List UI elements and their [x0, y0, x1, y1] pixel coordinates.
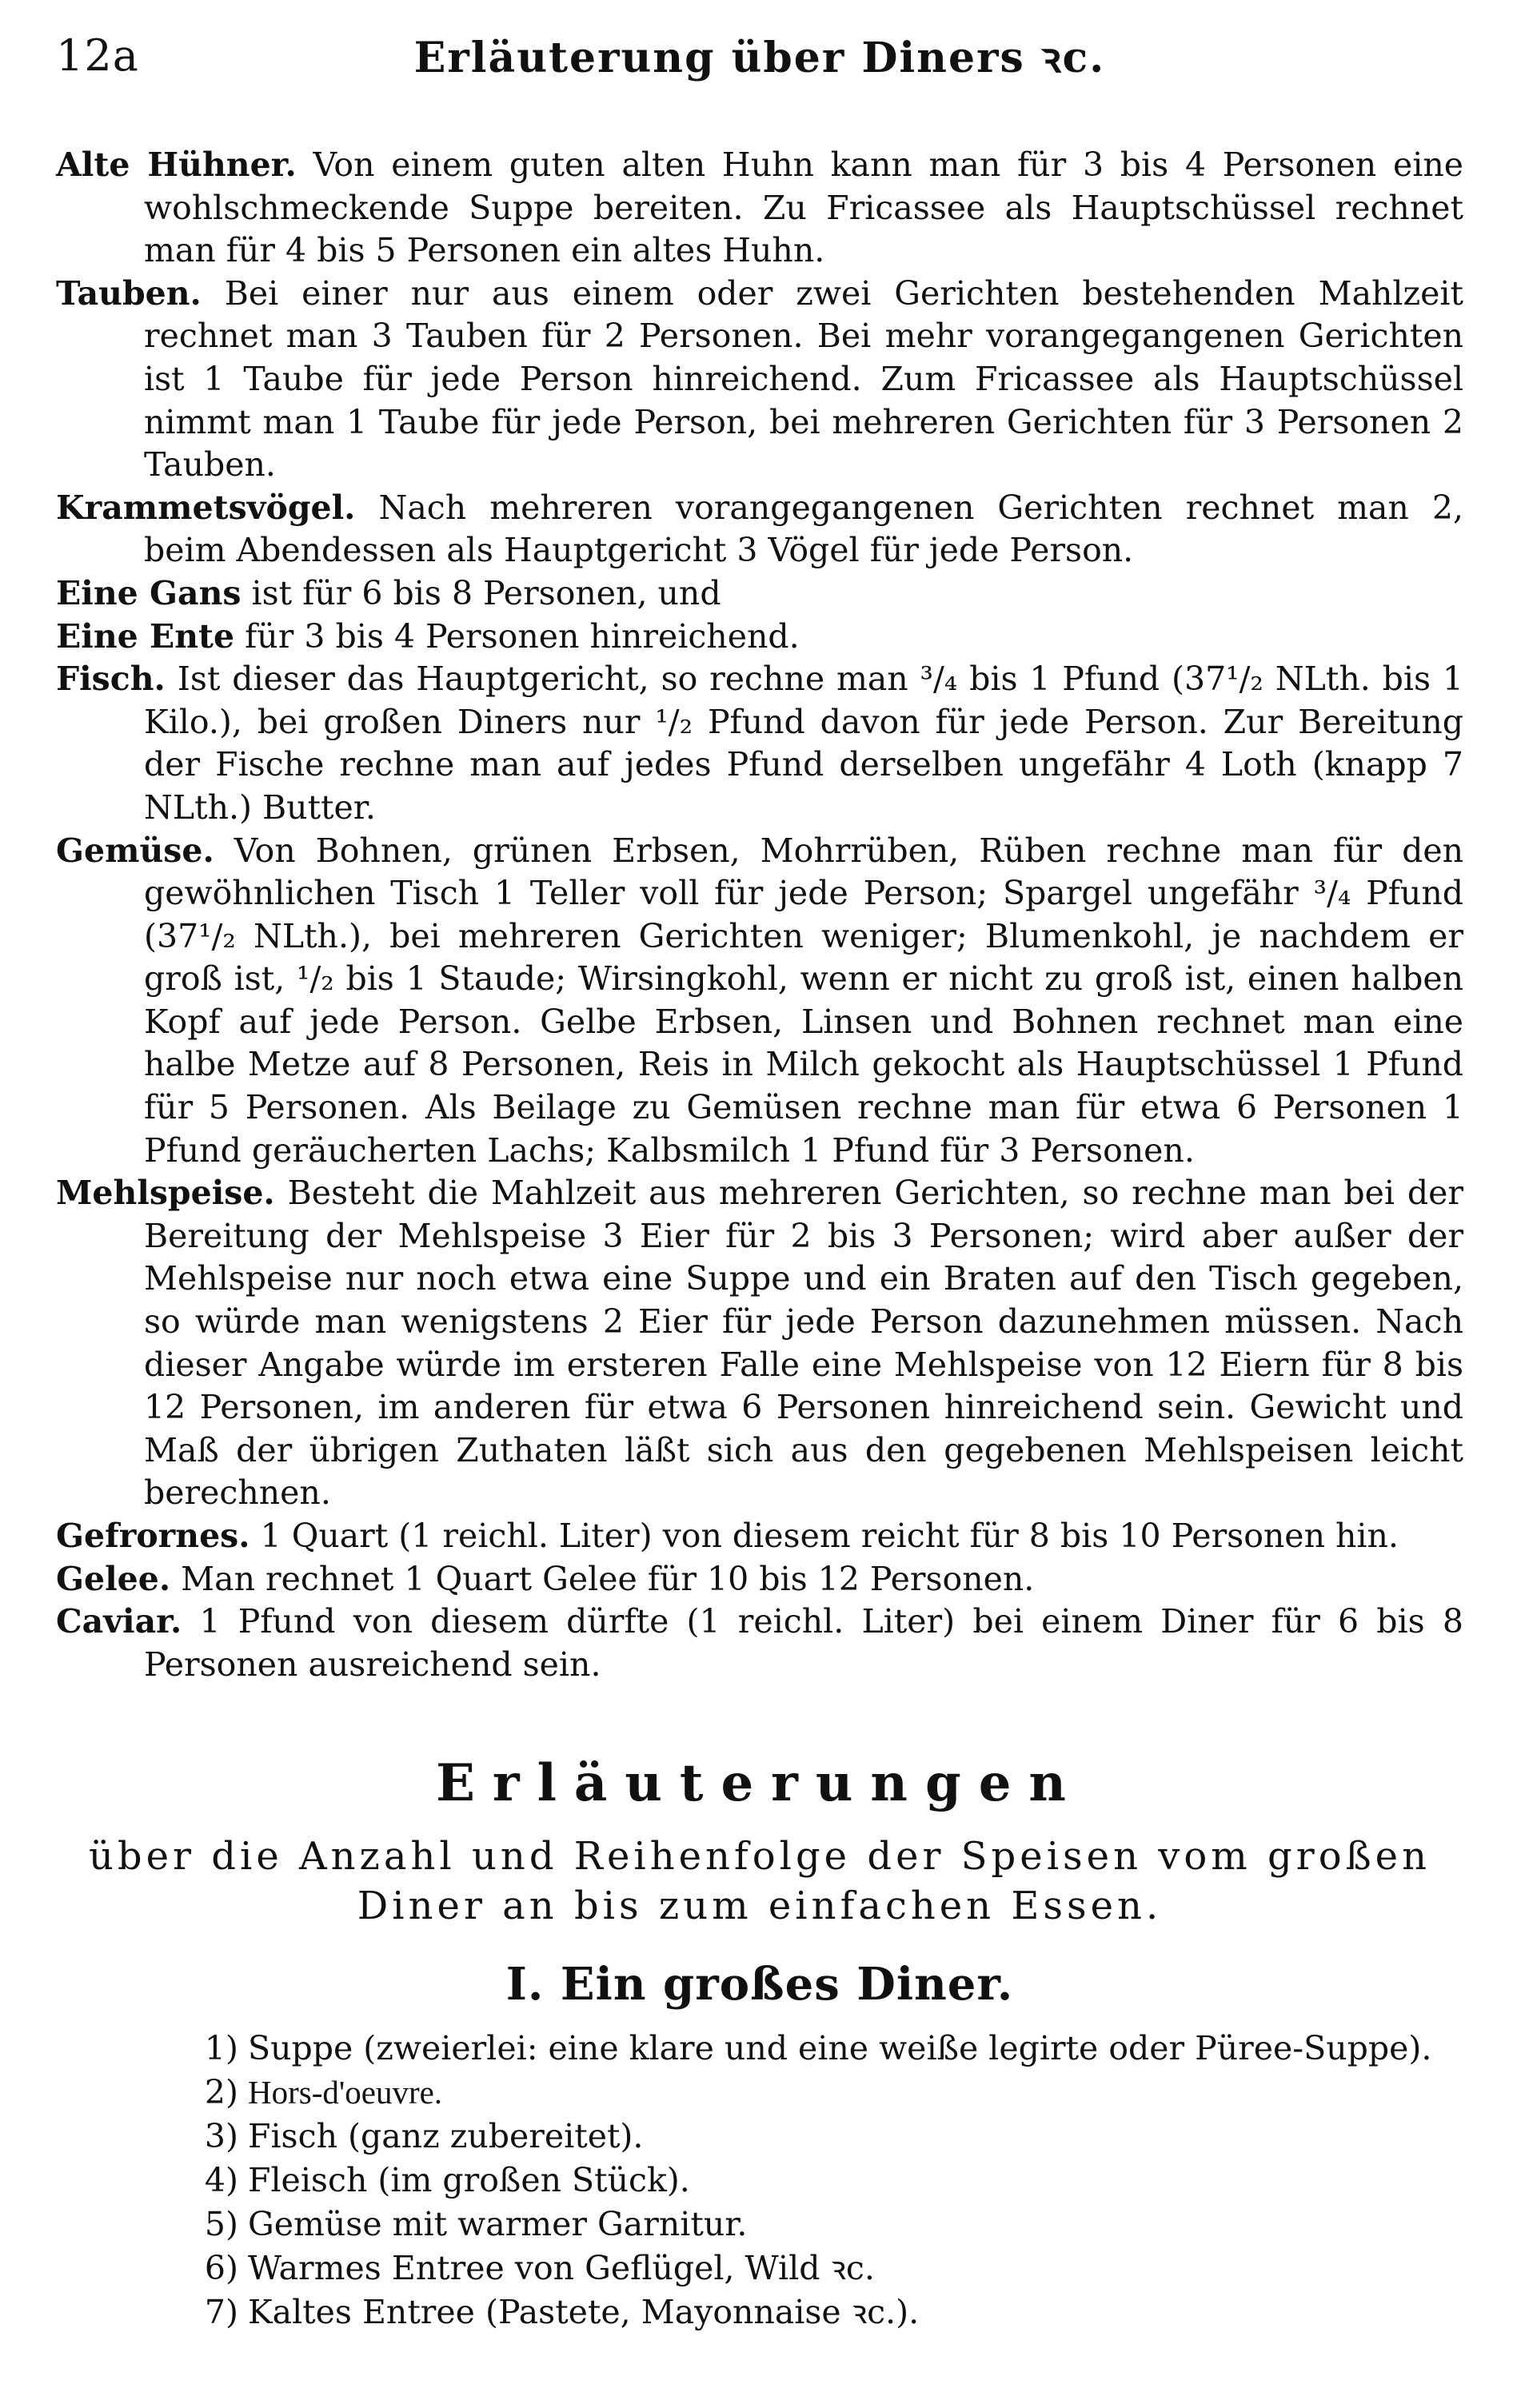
list-item [184, 2290, 1463, 2334]
diner-course-list [56, 2027, 1463, 2334]
entry-term: Tauben. [56, 273, 202, 313]
list-item [184, 2115, 1463, 2159]
entry-text: ist für 6 bis 8 Personen, und [251, 573, 721, 612]
entry-term: Caviar. [56, 1602, 182, 1641]
item-text: Hors-d'oeuvre. [248, 2074, 443, 2111]
list-item [184, 2159, 1463, 2203]
entry-text: Von Bohnen, grünen Erbsen, Mohrrüben, Rüben rechne man für den gewöhnlichen Tisch 1 Teller voll für jede Person; Spargel ungefähr ³/₄ Pfund (37¹/₂ NLth.), bei mehreren Gerichten weniger; Blumenkohl, je nachdem er groß ist, ¹/₂ bis 1 Staude; Wirsingkohl, wenn er nicht zu groß ist, einen halben Kopf auf jede Person. Gelbe Erbsen, Linsen und Bohnen rechnet man eine halbe Metze auf 8 Personen, Reis in Milch gekocht als Hauptschüssel 1 Pfund für 5 Personen. Als Beilage zu Gemüsen rechne man für etwa 6 Personen 1 Pfund geräucherten Lachs; Kalbsmilch 1 Pfund für 3 Personen. [144, 831, 1463, 1170]
subsection-title: I. Ein großes Diner. [505, 1958, 1014, 2011]
entry-term: Eine Ente [56, 616, 235, 656]
item-text: Suppe (zweierlei: eine klare und eine weiße legirte oder Püree-Suppe). [248, 2029, 1432, 2068]
item-text: Fleisch (im großen Stück). [248, 2161, 690, 2200]
item-number: 2) [204, 2073, 238, 2112]
running-title: Erläuterung über Diners ꝛc. [413, 33, 1106, 82]
item-number: 1) [204, 2029, 238, 2068]
entry-text: 1 Pfund von diesem dürfte (1 reichl. Liter) bei einem Diner für 6 bis 8 Personen ausreichend sein. [144, 1602, 1463, 1684]
entry-text: Nach mehreren vorangegangenen Gerichten rechnet man 2, beim Abendessen als Hauptgericht 3 Vögel für jede Person. [144, 488, 1463, 570]
entry-gemuese [56, 830, 1463, 1173]
entry-term: Eine Gans [56, 573, 242, 612]
entry-text: für 3 bis 4 Personen hinreichend. [245, 616, 800, 656]
entry-tauben [56, 273, 1463, 487]
entry-term: Krammetsvögel. [56, 488, 356, 527]
entry-term: Alte Hühner. [56, 146, 297, 184]
item-text: Fisch (ganz zubereitet). [248, 2117, 644, 2156]
list-item [184, 2203, 1463, 2247]
page-number: 12a [56, 30, 139, 81]
entry-alte-huehner [56, 144, 1463, 273]
item-text: Gemüse mit warmer Garnitur. [248, 2205, 748, 2244]
entry-text: Von einem guten alten Huhn kann man für 3 bis 4 Personen eine wohlschmeckende Suppe bereiten. Zu Fricassee als Hauptschüssel rechnet man für 4 bis 5 Personen ein altes Huhn. [144, 146, 1463, 270]
entry-text: Bei einer nur aus einem oder zwei Gerichten bestehenden Mahlzeit rechnet man 3 Tauben für 2 Personen. Bei mehr vorangegangenen Gerichten ist 1 Taube für jede Person hinreichend. Zum Fricassee als Hauptschüssel nimmt man 1 Taube für jede Person, bei mehreren Gerichten für 3 Personen 2 Tauben. [144, 273, 1463, 484]
entry-gefrornes [56, 1515, 1463, 1558]
entry-term: Gefrornes. [56, 1517, 250, 1555]
entry-fisch [56, 658, 1463, 829]
item-text: Warmes Entree von Geflügel, Wild ꝛc. [248, 2249, 875, 2288]
item-number: 6) [204, 2249, 238, 2288]
entry-term: Gelee. [56, 1559, 171, 1598]
entry-text: Ist dieser das Hauptgericht, so rechne man ³/₄ bis 1 Pfund (37¹/₂ NLth. bis 1 Kilo.), bei großen Diners nur ¹/₂ Pfund davon für jede Person. Zur Bereitung der Fische rechne man auf jedes Pfund derselben ungefähr 4 Loth (knapp 7 NLth.) Butter. [144, 660, 1463, 827]
entry-text: 1 Quart (1 reichl. Liter) von diesem reicht für 8 bis 10 Personen hin. [260, 1517, 1399, 1555]
item-number: 3) [204, 2117, 238, 2156]
entry-gelee [56, 1558, 1463, 1601]
entry-caviar [56, 1601, 1463, 1686]
item-text: Kaltes Entree (Pastete, Mayonnaise ꝛc.). [248, 2293, 920, 2332]
entry-text: Man rechnet 1 Quart Gelee für 10 bis 12 Personen. [181, 1559, 1035, 1598]
section-title: Erläuterungen [436, 1753, 1084, 1814]
item-number: 7) [204, 2293, 238, 2332]
entry-ente [56, 616, 1463, 659]
list-item [184, 2247, 1463, 2290]
entry-krammetsvoegel [56, 487, 1463, 572]
item-number: 5) [204, 2205, 238, 2244]
entry-term: Mehlspeise. [56, 1174, 275, 1213]
book-page [56, 24, 1463, 2382]
entry-gans [56, 572, 1463, 616]
list-item [184, 2027, 1463, 2071]
list-item [184, 2071, 1463, 2115]
entry-term: Fisch. [56, 660, 166, 699]
portion-entries [56, 144, 1463, 1686]
page-header [56, 24, 1463, 88]
entry-term: Gemüse. [56, 831, 214, 870]
item-number: 4) [204, 2161, 238, 2200]
section-subtitle: über die Anzahl und Reihenfolge der Speisen vom großen Diner an bis zum einfachen Essen. [88, 1834, 1431, 1929]
entry-text: Besteht die Mahlzeit aus mehreren Gerichten, so rechne man bei der Bereitung der Mehlspeise 3 Eier für 2 bis 3 Personen; wird aber außer der Mehlspeise nur noch etwa eine Suppe und ein Braten auf den Tisch gegeben, so würde man wenigstens 2 Eier für jede Person dazunehmen müssen. Nach dieser Angabe würde im ersteren Falle eine Mehlspeise von 12 Eiern für 8 bis 12 Personen, im anderen für etwa 6 Personen hinreichend sein. Gewicht und Maß der übrigen Zuthaten läßt sich aus den gegebenen Mehlspeisen leicht berechnen. [144, 1174, 1463, 1513]
entry-mehlspeise [56, 1172, 1463, 1515]
